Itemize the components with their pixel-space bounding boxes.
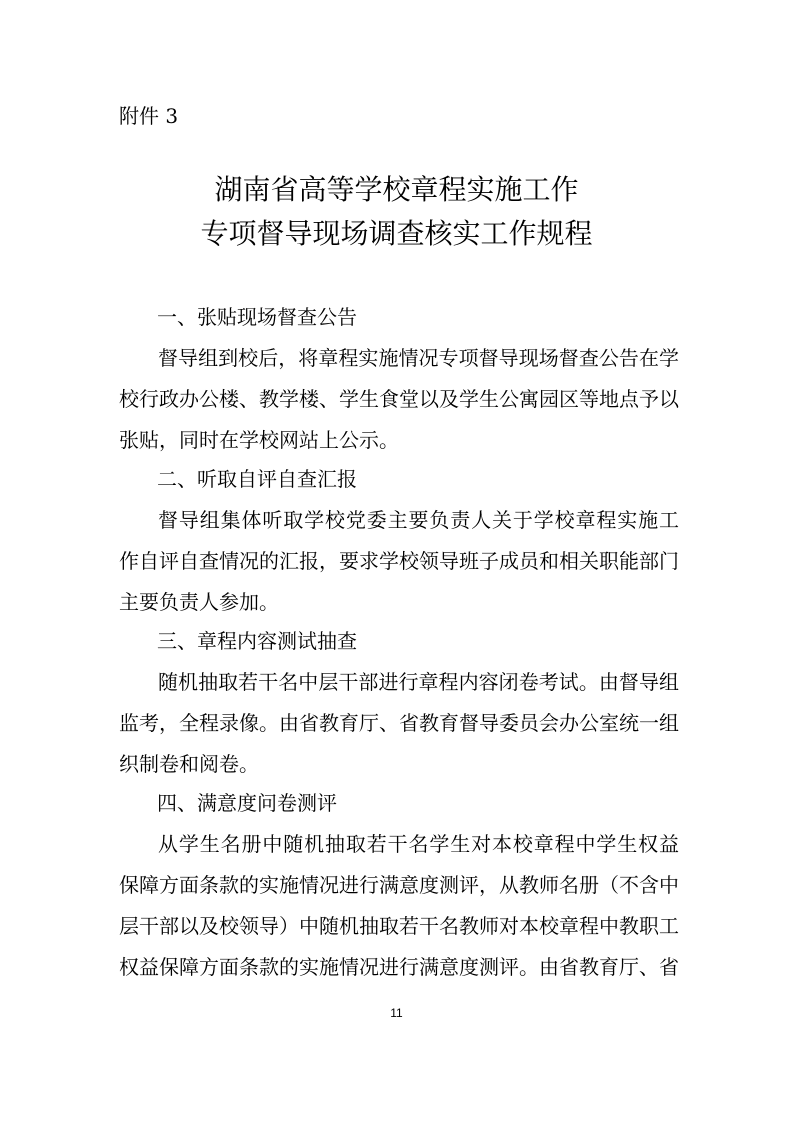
- section-body-1: [119, 338, 679, 461]
- body-line: 督导组集体听取学校党委主要负责人关于学校章程实施工: [158, 508, 679, 532]
- body-line: 权益保障方面条款的实施情况进行满意度测评。由省教育厅、省: [119, 955, 679, 979]
- document-title-line-1: 湖南省高等学校章程实施工作: [214, 173, 579, 206]
- section-heading-2: 二、听取自评自查汇报: [157, 467, 357, 491]
- section-body-3: [119, 662, 679, 785]
- body-line: 校行政办公楼、教学楼、学生食堂以及学生公寓园区等地点予以: [119, 387, 679, 411]
- body-line: 织制卷和阅卷。: [119, 752, 259, 776]
- section-body-4: [119, 824, 679, 988]
- document-title-line-2: 专项督导现场调查核实工作规程: [200, 217, 593, 250]
- body-line: 张贴，同时在学校网站上公示。: [119, 428, 399, 452]
- page-number: 11: [390, 1006, 403, 1020]
- body-line: 随机抽取若干名中层干部进行章程内容闭卷考试。由督导组: [158, 670, 679, 694]
- attachment-label: 附件 3: [119, 104, 179, 128]
- body-line: 保障方面条款的实施情况进行满意度测评，从教师名册（不含中: [119, 873, 679, 897]
- body-line: 层干部以及校领导）中随机抽取若干名教师对本校章程中教职工: [119, 914, 679, 938]
- section-heading-3: 三、章程内容测试抽查: [157, 629, 357, 653]
- section-body-2: [119, 500, 679, 623]
- section-heading-1: 一、张贴现场督查公告: [157, 305, 357, 329]
- section-heading-4: 四、满意度问卷测评: [157, 791, 337, 815]
- body-line: 监考，全程录像。由省教育厅、省教育督导委员会办公室统一组: [119, 711, 679, 735]
- body-line: 主要负责人参加。: [119, 590, 279, 614]
- body-line: 作自评自查情况的汇报，要求学校领导班子成员和相关职能部门: [119, 549, 679, 573]
- body-line: 从学生名册中随机抽取若干名学生对本校章程中学生权益: [158, 832, 679, 856]
- body-line: 督导组到校后，将章程实施情况专项督导现场督查公告在学: [158, 346, 679, 370]
